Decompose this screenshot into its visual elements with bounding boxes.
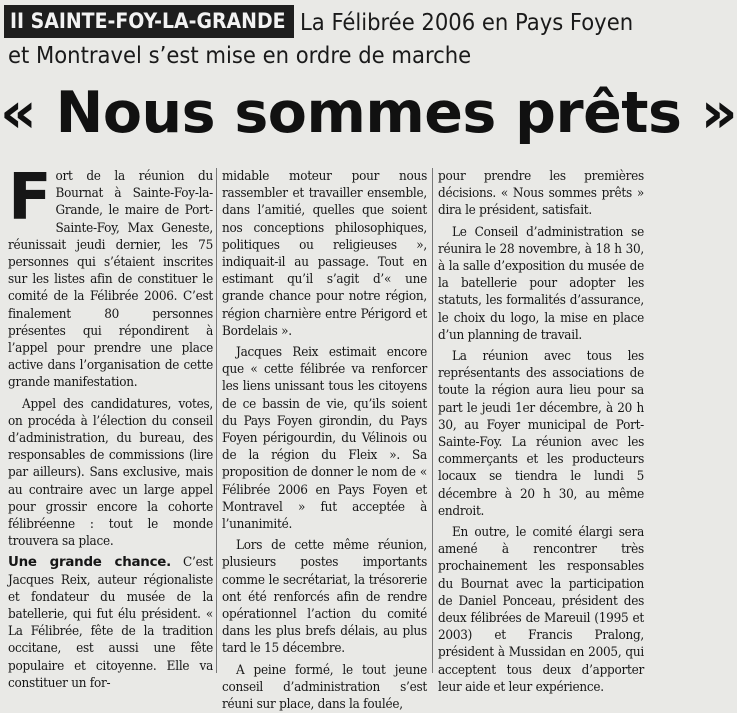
paragraph: Appel des candidatures, votes, on procéda à l’élection du conseil d’administration, du bureau, des responsables de commissions (lire par ailleurs). Sans exclusive, mais au contraire avec un large appel pour grossir encore la cohorte félibréenne : tout le monde trouvera sa place. xyxy=(8,396,213,550)
paragraph xyxy=(8,161,213,392)
paragraph-text: C’est Jacques Reix, auteur régionaliste et fondateur du musée de la batellerie, qui fut élu président. « La Félibrée, fête de la tradition occitane, est aussi une fête populaire et citoyenne. Elle va constituer un for- xyxy=(8,555,213,691)
paragraph: A peine formé, le tout jeune conseil d’administration s’est réuni sur place, dans la foulée, xyxy=(222,662,427,713)
drop-cap: F xyxy=(8,161,52,235)
paragraph: Jacques Reix estimait encore que « cette félibrée va renforcer les liens unissant tous les citoyens de ce bassin de vie, qu’ils soient du Pays Foyen girondin, du Pays Foyen périgourdin, du Vélinois ou de la région du Fleix ». Sa proposition de donner le nom de « Félibrée 2006 en Pays Foyen et Montravel » fut acceptée à l’unanimité. xyxy=(222,345,427,533)
subhead-lead: Une grande chance. xyxy=(8,555,171,571)
paragraph: La réunion avec tous les représentants des associations de toute la région aura lieu pour sa part le jeudi 1er décembre, à 20 h 30, au Foyer municipal de Port-Sainte-Foy. La réunion avec les commerçants et les producteurs locaux se tiendra le lundi 5 décembre à 20 h 30, au même endroit. xyxy=(438,349,644,519)
column-divider xyxy=(216,168,217,673)
paragraph: midable moteur pour nous rassembler et travailler ensemble, dans l’amitié, quelles que soient nos conceptions philosophiques, politiques ou religieuses », indiquait-il au passage. Tout en estimant qu’il s’agit d’« une grande chance pour notre région, région charnière entre Périgord et Bordelais ». xyxy=(222,169,427,339)
article-column-2 xyxy=(222,168,427,713)
column-divider xyxy=(432,168,433,673)
section-kicker: II SAINTE-FOY-LA-GRANDE xyxy=(4,5,294,38)
article-column-3 xyxy=(438,168,644,695)
subhead-line-1: La Félibrée 2006 en Pays Foyen xyxy=(300,8,634,36)
headline: « Nous sommes prêts » xyxy=(0,80,737,146)
paragraph xyxy=(8,554,213,692)
paragraph-text: ort de la réunion du Bournat à Sainte-Foy-la-Grande, le maire de Port-Sainte-Foy, Max Geneste, réunissait jeudi dernier, les 75 personnes qui s’étaient inscrites sur les listes afin de constituer le comité de la Félibrée 2006. C’est finalement 80 personnes présentes qui répondirent à l’appel pour prendre une place active dans l’organisation de cette grande manifestation. xyxy=(8,169,213,391)
paragraph: Lors de cette même réunion, plusieurs postes importants comme le secrétariat, la trésorerie ont été renforcés afin de rendre opérationnel l’action du comité dans les plus brefs délais, au plus tard le 15 décembre. xyxy=(222,538,427,657)
paragraph: Le Conseil d’administration se réunira le 28 novembre, à 18 h 30, à la salle d’exposition du musée de la batellerie pour adopter les statuts, les formalités d’assurance, le choix du logo, la mise en place d’un planning de travail. xyxy=(438,224,644,343)
paragraph: En outre, le comité élargi sera amené à rencontrer très prochainement les responsables du Bournat avec la participation de Daniel Ponceau, président des deux félibrées de Mareuil (1995 et 2003) et Francis Pralong, président à Mussidan en 2005, qui acceptent tous deux d’apporter leur aide et leur expérience. xyxy=(438,525,644,695)
subhead-line-2: et Montravel s’est mise en ordre de marche xyxy=(8,41,472,69)
article-column-1 xyxy=(8,161,213,691)
paragraph: pour prendre les premières décisions. « Nous sommes prêts » dira le président, satisfait. xyxy=(438,169,644,219)
